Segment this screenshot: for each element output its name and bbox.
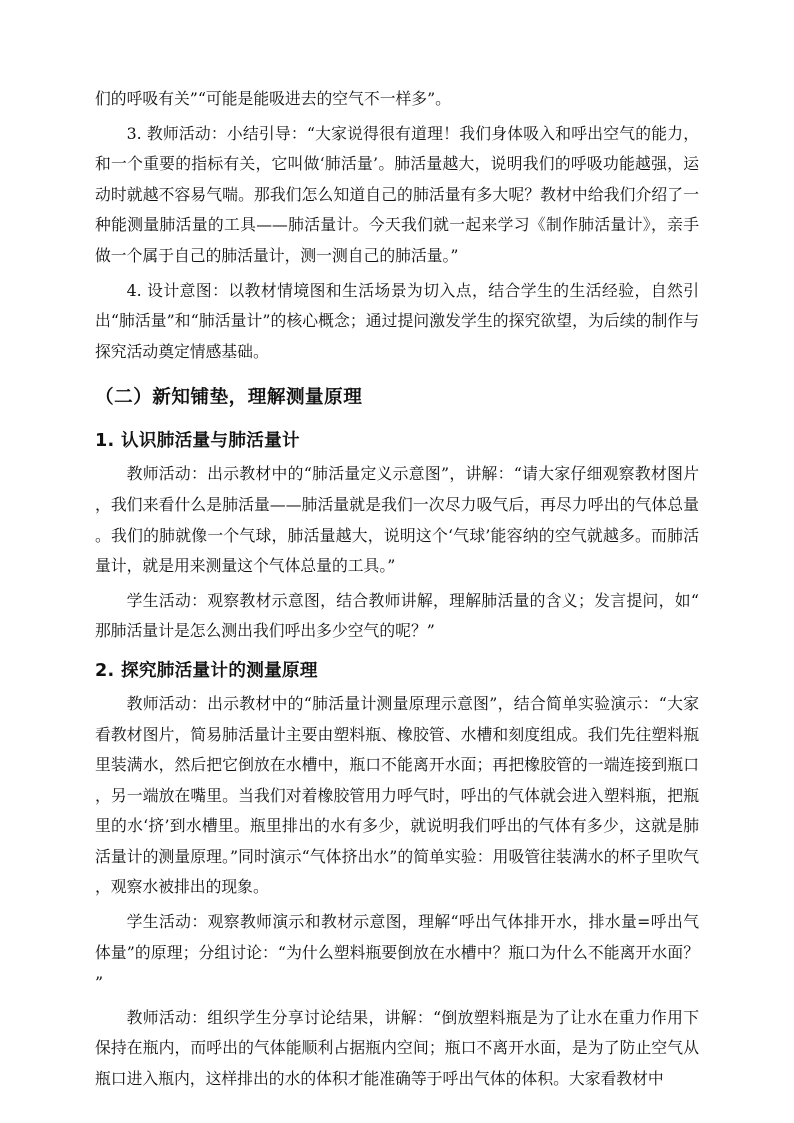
sub1-student-paragraph: 学生活动：观察教材示意图，结合教师讲解，理解肺活量的含义；发言提问，如“那肺活量计是怎么测出我们呼出多少空气的呢？” [95,590,699,641]
sub2-teacher-paragraph: 教师活动：出示教材中的“肺活量计测量原理示意图”，结合简单实验演示：“大家看教材图片，简易肺活量计主要由塑料瓶、橡胶管、水槽和刻度组成。我们先往塑料瓶里装满水，然后把它倒放在水槽中，瓶口不能离开水面；再把橡胶管的一端连接到瓶口，另一端放在嘴里。当我们对着橡胶管用力呼气时，呼出的气体就会进入塑料瓶，把瓶里的水‘挤’到水槽里。瓶里排出的水有多少，就说明我们呼出的气体有多少，这就是肺活量计的测量原理。”同时演示“气体挤出水”的简单实验：用吸管往装满水的杯子里吹气，观察水被排出的现象。 [95,693,699,897]
sub2-teacher-discussion-paragraph: 教师活动：组织学生分享讨论结果，讲解：“倒放塑料瓶是为了让水在重力作用下保持在瓶内，而呼出的气体能顺利占据瓶内空间；瓶口不离开水面，是为了防止空气从瓶口进入瓶内，这样排出的水的体积才能准确等于呼出气体的体积。大家看教材中 [95,1007,699,1089]
teacher-summary-paragraph: 3. 教师活动：小结引导：“大家说得很有道理！我们身体吸入和呼出空气的能力，和一个重要的指标有关，它叫做‘肺活量’。肺活量越大，说明我们的呼吸功能越强，运动时就越不容易气喘。那我们怎么知道自己的肺活量有多大呢？教材中给我们介绍了一种能测量肺活量的工具——肺活量计。今天我们就一起来学习《制作肺活量计》，亲手做一个属于自己的肺活量计，测一测自己的肺活量。” [95,123,699,265]
sub2-student-paragraph: 学生活动：观察教师演示和教材示意图，理解“呼出气体排开水，排水量=呼出气体量”的原理；分组讨论：“为什么塑料瓶要倒放在水槽中？瓶口为什么不能离开水面？” [95,912,699,993]
subsection-heading-1: 1. 认识肺活量与肺活量计 [95,431,300,452]
subsection-heading-2: 2. 探究肺活量计的测量原理 [95,660,318,681]
continued-paragraph: 们的呼吸有关”“可能是能吸进去的空气不一样多”。 [95,89,451,108]
sub1-teacher-paragraph: 教师活动：出示教材中的“肺活量定义示意图”，讲解：“请大家仔细观察教材图片，我们来看什么是肺活量——肺活量就是我们一次尽力吸气后，再尽力呼出的气体总量。我们的肺就像一个气球，肺活量越大，说明这个‘气球’能容纳的空气就越多。而肺活量计，就是用来测量这个气体总量的工具。” [95,464,699,576]
section-heading-2: （二）新知铺垫，理解测量原理 [95,387,363,409]
design-intent-paragraph: 4. 设计意图：以教材情境图和生活场景为切入点，结合学生的生活经验，自然引出“肺活量”和“肺活量计”的核心概念；通过提问激发学生的探究欲望，为后续的制作与探究活动奠定情感基础。 [95,280,699,361]
document-page [95,84,699,1095]
